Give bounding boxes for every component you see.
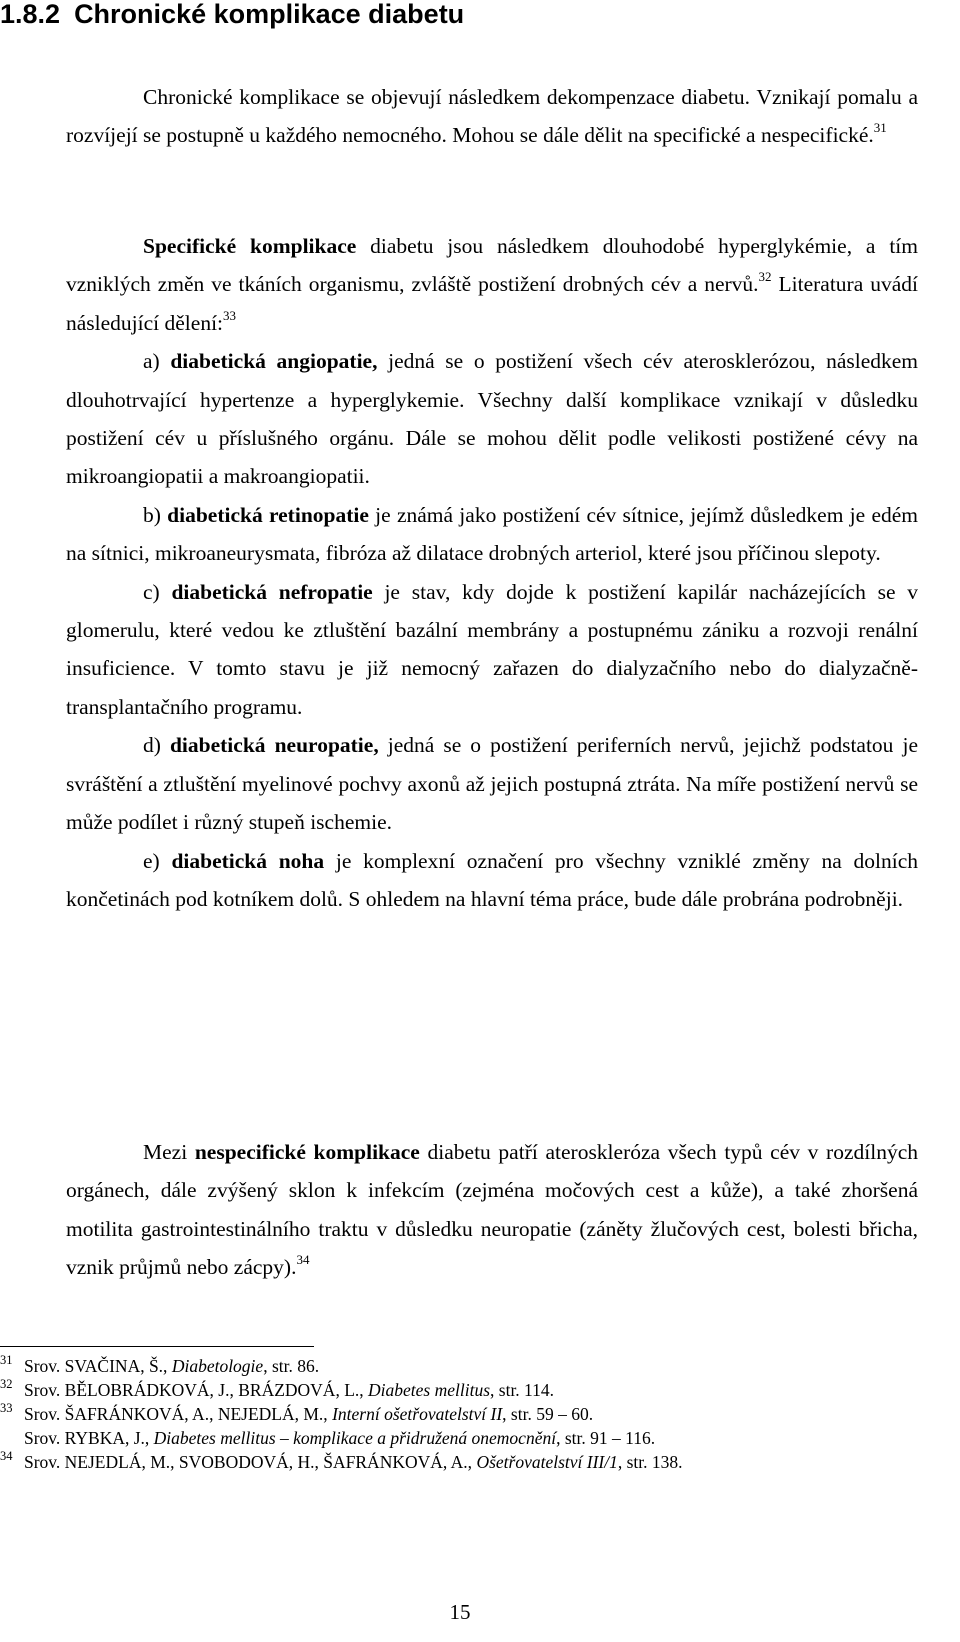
section-number: 1.8.2 <box>0 0 61 29</box>
footnote <box>0 1354 940 1378</box>
footnote-title: Ošetřovatelství III/1 <box>476 1452 618 1472</box>
footnote-pages: , str. 114. <box>490 1380 555 1400</box>
list-item <box>66 573 918 727</box>
intro-text: Chronické komplikace se objevují následkem dekompenzace diabetu. Vznikají pomalu a rozvíjejí se postupně u každého nemocného. Mohou se dále dělit na specifické a nespecifické. <box>66 85 918 148</box>
specific-text-2: Literatura uvádí následující dělení: <box>66 272 918 335</box>
intro-paragraph <box>66 78 918 155</box>
item-letter: d) <box>143 733 170 758</box>
footnote-text: Srov. BĚLOBRÁDKOVÁ, J., BRÁZDOVÁ, L., <box>24 1380 369 1400</box>
footnotes <box>0 1354 940 1474</box>
nonspecific-text: diabetu patří ateroskleróza všech typů cév v rozdílných orgánech, dále zvýšený sklon k infekcím (zejména močových cest a kůže), a také zhoršená motilita gastrointestinálního traktu v důsledku neuropatie (záněty žlučových cest, bolesti břicha, vznik průjmů nebo zácpy). <box>66 1140 919 1280</box>
nonspecific-paragraph <box>66 1133 918 1287</box>
item-text: je stav, kdy dojde k postižení kapilár nacházejících se v glomerulu, které vedou ke ztluštění bazální membrány a postupnému zániku a rozvoji renální insuficience. V tomto stavu je již nemocný zařazen do dialyzačního nebo do dialyzačně-transplantačního programu. <box>66 579 919 719</box>
footnote <box>0 1402 940 1426</box>
footnote-number: 32 <box>0 1377 13 1391</box>
footnote-divider <box>0 1346 314 1347</box>
footnote-number: 34 <box>0 1449 13 1463</box>
footnote-ref: 33 <box>223 307 237 323</box>
footnote <box>0 1426 940 1450</box>
specific-section <box>66 227 918 918</box>
footnote-ref: 31 <box>873 120 887 136</box>
footnote-pages: , str. 59 – 60. <box>502 1404 594 1424</box>
item-letter: c) <box>143 579 172 604</box>
footnote-text: Srov. ŠAFRÁNKOVÁ, A., NEJEDLÁ, M., <box>24 1404 333 1424</box>
item-text: je známá jako postižení cév sítnice, jejímž důsledkem je edém na sítnici, mikroaneurysmata, fibróza až dilatace drobných arteriol, které jsou příčinou slepoty. <box>66 502 919 566</box>
specific-paragraph <box>66 227 918 342</box>
nonspecific-prefix: Mezi <box>143 1140 195 1164</box>
footnote <box>0 1378 940 1402</box>
item-term: diabetická noha <box>171 848 325 873</box>
footnote <box>0 1450 940 1474</box>
item-letter: a) <box>143 349 171 374</box>
item-term: diabetická nefropatie <box>171 579 373 604</box>
item-letter: e) <box>143 848 172 873</box>
list-item <box>66 726 918 841</box>
item-text: jedná se o postižení všech cév aterosklerózou, následkem dlouhotrvající hypertenze a hyperglykemie. Všechny další komplikace vznikají v důsledku postižení cév u příslušného orgánu. Dále se mohou dělit podle velikosti postižené cévy na mikroangiopatii a makroangiopatii. <box>66 349 919 489</box>
section-title: Chronické komplikace diabetu <box>74 0 465 29</box>
specific-term: Specifické komplikace <box>143 234 357 258</box>
footnote-number: 31 <box>0 1353 13 1367</box>
footnote-title: Diabetes mellitus <box>368 1380 491 1400</box>
list-item <box>66 842 918 919</box>
footnote-ref: 34 <box>296 1252 310 1268</box>
nonspecific-term: nespecifické komplikace <box>194 1140 420 1164</box>
item-text: je komplexní označení pro všechny vzniklé změny na dolních končetinách pod kotníkem dolů. S ohledem na hlavní téma práce, bude dále probrána podrobněji. <box>66 848 919 911</box>
item-letter: b) <box>143 502 168 527</box>
footnote-text: Srov. NEJEDLÁ, M., SVOBODOVÁ, H., ŠAFRÁNKOVÁ, A., <box>24 1452 477 1472</box>
list-item <box>66 496 918 573</box>
footnote-pages: , str. 91 – 116. <box>556 1428 656 1448</box>
list-item <box>66 342 918 496</box>
footnote-pages: , str. 138. <box>617 1452 683 1472</box>
footnote-pages: , str. 86. <box>263 1356 320 1376</box>
item-term: diabetická angiopatie, <box>170 349 378 374</box>
specific-text: diabetu jsou následkem dlouhodobé hyperglykémie, a tím vzniklých změn ve tkáních organismu, zvláště postižení drobných cév a nervů. <box>66 234 918 297</box>
footnote-title: Interní ošetřovatelství II <box>332 1404 503 1424</box>
footnote-title: Diabetes mellitus – komplikace a přidružená onemocnění <box>153 1428 557 1448</box>
footnote-number: 33 <box>0 1401 13 1415</box>
item-term: diabetická retinopatie <box>167 502 369 527</box>
footnote-text: Srov. SVAČINA, Š., <box>24 1356 172 1376</box>
footnote-title: Diabetologie <box>171 1356 264 1376</box>
footnote-text: Srov. RYBKA, J., <box>24 1428 154 1448</box>
item-term: diabetická neuropatie, <box>169 733 379 758</box>
footnote-ref: 32 <box>758 269 772 285</box>
section-heading <box>0 0 464 30</box>
page-number: 15 <box>449 1600 471 1624</box>
item-text: jedná se o postižení periferních nervů, jejichž podstatou je svráštění a ztluštění myelinové pochvy axonů až jejich postupná ztráta. Na míře postižení nervů se může podílet i různý stupeň ischemie. <box>66 733 918 835</box>
